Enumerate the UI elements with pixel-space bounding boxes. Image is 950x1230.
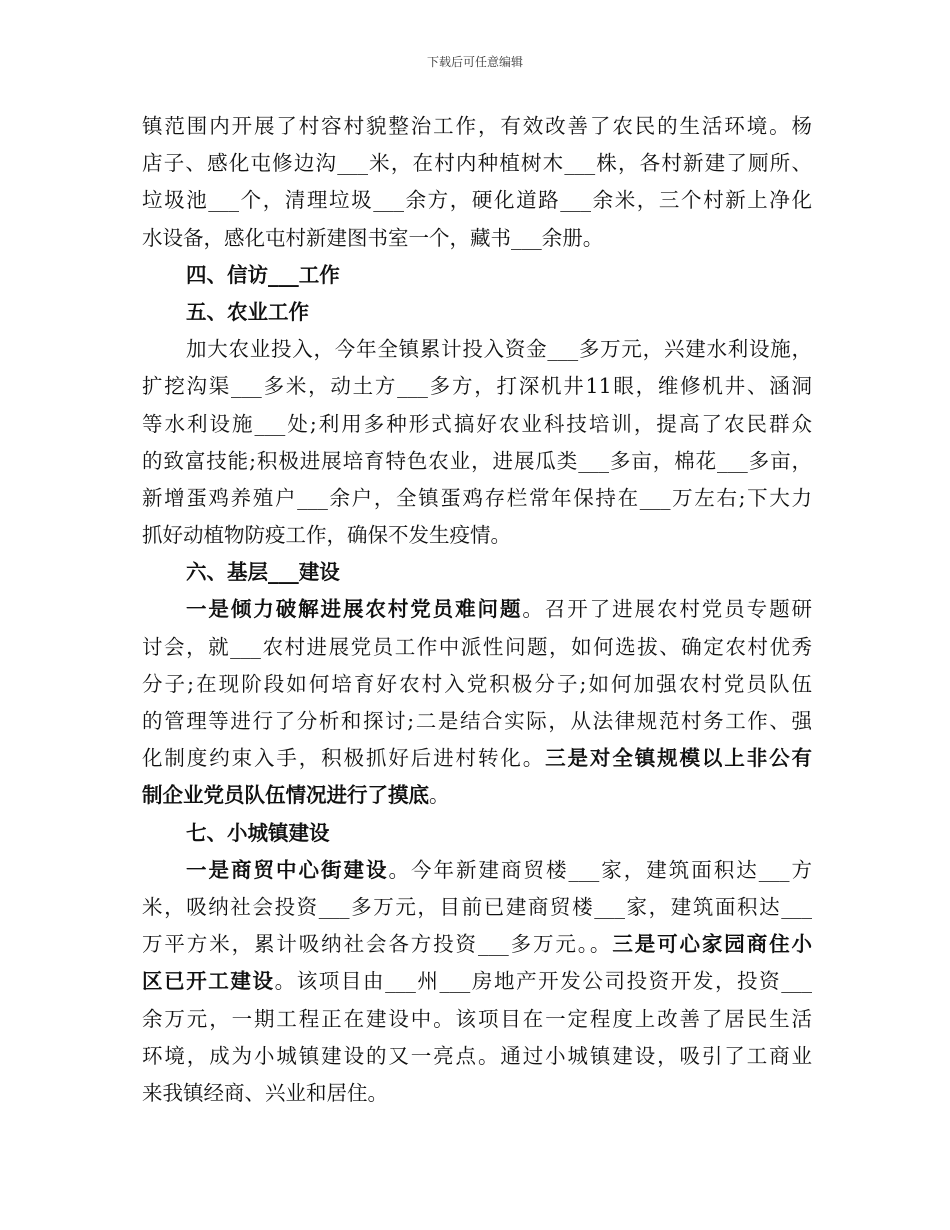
section-heading: [142, 554, 812, 591]
heading-text: 六、基层___建设: [186, 560, 340, 585]
text-segment: 抓好动植物防疫工作，确保不发生疫情。: [142, 523, 511, 548]
bold-phrase: 一是商贸中心街建设: [186, 857, 389, 882]
text-line: [142, 889, 812, 926]
text-line: [142, 591, 812, 628]
text-line: [142, 480, 812, 517]
text-segment: 分子;在现阶段如何培育好农村入党积极分子;如何加强农村党员队伍: [142, 671, 812, 696]
text-line: [142, 1075, 812, 1112]
text-segment: 等水利设施___处;利用多种形式搞好农业科技培训，提高了农民群众: [142, 411, 812, 436]
text-line: [142, 108, 812, 145]
text-line: [142, 926, 812, 963]
text-segment: 加大农业投入，今年全镇累计投入资金___多万元，兴建水利设施，: [186, 337, 812, 362]
text-line: [142, 666, 812, 703]
text-segment: 。: [429, 783, 450, 808]
heading-text: 四、信访___工作: [186, 262, 340, 287]
text-segment: 米，吸纳社会投资___多万元，目前已建商贸楼___家，建筑面积达___: [142, 894, 812, 919]
text-line: [142, 220, 812, 257]
text-segment: 镇范围内开展了村容村貌整治工作，有效改善了农民的生活环境。杨: [142, 114, 812, 138]
text-line: [142, 331, 812, 368]
bold-phrase: 一是倾力破解进展农村党员难问题: [186, 597, 523, 622]
text-line: [142, 1001, 812, 1038]
text-line: [142, 443, 812, 480]
text-segment: 余万元，一期工程正在建设中。该项目在一定程度上改善了居民生活: [142, 1006, 812, 1031]
page-header: 下载后可任意编辑: [426, 55, 523, 69]
heading-text: 七、小城镇建设: [186, 820, 330, 845]
text-segment: 扩挖沟渠___多米，动土方___多方，打深机井11眼，维修机井、涵洞: [142, 374, 812, 399]
text-line: [142, 629, 812, 666]
text-segment: 。召开了进展农村党员专题研: [522, 597, 813, 622]
section-heading: [142, 294, 812, 331]
text-segment: 新增蛋鸡养殖户___余户，全镇蛋鸡存栏常年保持在___万左右;下大力: [142, 485, 812, 510]
text-line: [142, 368, 812, 405]
text-segment: 水设备，感化屯村新建图书室一个，藏书___余册。: [142, 225, 604, 250]
text-segment: 万平方米，累计吸纳社会各方投资___多万元。。: [142, 932, 613, 957]
text-line: [142, 963, 812, 1000]
text-segment: 。该项目由___州___房地产开发公司投资开发，投资___: [274, 969, 813, 994]
text-segment: 垃圾池___个，清理垃圾___余方，硬化道路___余米，三个村新上净化: [142, 188, 812, 213]
bold-phrase: 区已开工建设: [142, 969, 275, 994]
text-segment: 来我镇经商、兴业和居住。: [142, 1080, 388, 1105]
section-heading: [142, 815, 812, 852]
text-line: [142, 777, 812, 814]
heading-text: 五、农业工作: [186, 299, 309, 324]
text-line: [142, 852, 812, 889]
text-line: [142, 145, 812, 182]
bold-phrase: 制企业党员队伍情况进行了摸底: [142, 783, 429, 808]
text-segment: 化制度约束入手，积极抓好后进村转化。: [142, 746, 546, 771]
text-line: [142, 182, 812, 219]
text-segment: 环境，成为小城镇建设的又一亮点。通过小城镇建设，吸引了工商业: [142, 1043, 812, 1068]
text-segment: 讨会，就___农村进展党员工作中派性问题，如何选拔、确定农村优秀: [142, 634, 812, 659]
text-line: [142, 517, 812, 554]
text-segment: 。今年新建商贸楼___家，建筑面积达___方: [388, 857, 812, 882]
text-segment: 的致富技能;积极进展培育特色农业，进展瓜类___多亩，棉花___多亩，: [142, 448, 812, 473]
section-heading: [142, 257, 812, 294]
document-body: [142, 108, 812, 1112]
text-line: [142, 740, 812, 777]
text-line: [142, 1038, 812, 1075]
bold-phrase: 三是对全镇规模以上非公有: [545, 746, 813, 771]
text-line: [142, 406, 812, 443]
text-line: [142, 703, 812, 740]
text-segment: 店子、感化屯修边沟___米，在村内种植树木___株，各村新建了厕所、: [142, 151, 812, 176]
bold-phrase: 三是可心家园商住小: [612, 932, 813, 957]
text-segment: 的管理等进行了分析和探讨;二是结合实际，从法律规范村务工作、强: [142, 709, 812, 733]
